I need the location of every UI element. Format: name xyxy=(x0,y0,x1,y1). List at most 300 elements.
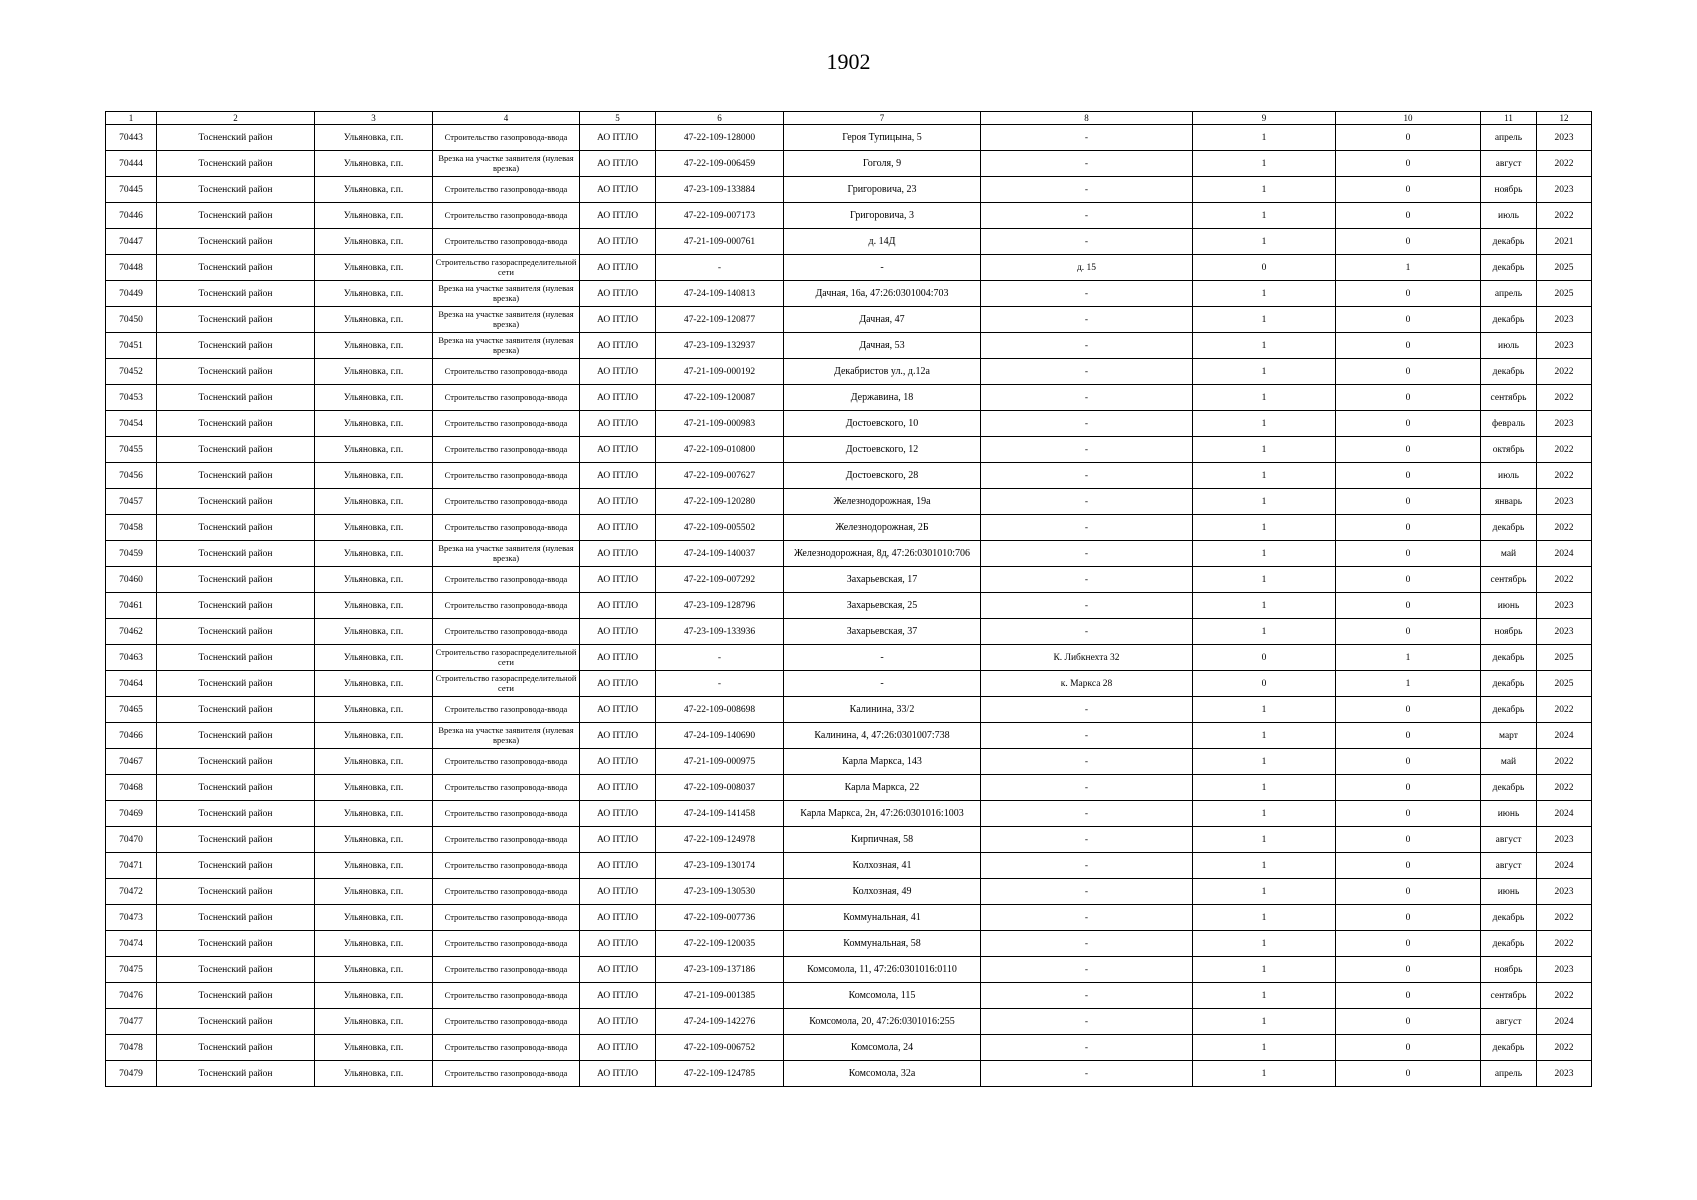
cell-month: декабрь xyxy=(1481,775,1537,801)
cell-month: июнь xyxy=(1481,593,1537,619)
cell-network-address: - xyxy=(981,333,1193,359)
cell-input-count: 1 xyxy=(1193,229,1336,255)
cell-record-id: 70465 xyxy=(106,697,157,723)
cell-network-count: 0 xyxy=(1336,307,1481,333)
cell-year: 2023 xyxy=(1537,125,1592,151)
cell-work-type: Строительство газопровода-ввода xyxy=(433,879,580,905)
cell-month: декабрь xyxy=(1481,931,1537,957)
cell-network-address: - xyxy=(981,905,1193,931)
cell-month: декабрь xyxy=(1481,697,1537,723)
cell-organization: АО ПТЛО xyxy=(580,177,656,203)
cell-application-number: 47-22-109-120877 xyxy=(656,307,784,333)
cell-application-number: 47-21-109-000192 xyxy=(656,359,784,385)
cell-month: ноябрь xyxy=(1481,177,1537,203)
table-row xyxy=(106,905,1592,931)
cell-settlement: Ульяновка, г.п. xyxy=(315,359,433,385)
cell-year: 2021 xyxy=(1537,229,1592,255)
cell-settlement: Ульяновка, г.п. xyxy=(315,957,433,983)
cell-address: Комсомола, 24 xyxy=(784,1035,981,1061)
cell-record-id: 70445 xyxy=(106,177,157,203)
cell-district: Тосненский район xyxy=(157,983,315,1009)
cell-network-address: - xyxy=(981,359,1193,385)
cell-address: Калинина, 33/2 xyxy=(784,697,981,723)
cell-network-address: - xyxy=(981,1035,1193,1061)
cell-year: 2022 xyxy=(1537,567,1592,593)
cell-input-count: 0 xyxy=(1193,671,1336,697)
cell-work-type: Строительство газопровода-ввода xyxy=(433,567,580,593)
cell-year: 2022 xyxy=(1537,905,1592,931)
cell-network-count: 0 xyxy=(1336,567,1481,593)
cell-year: 2024 xyxy=(1537,801,1592,827)
column-header-5: 5 xyxy=(580,112,656,125)
cell-work-type: Строительство газопровода-ввода xyxy=(433,463,580,489)
cell-district: Тосненский район xyxy=(157,1009,315,1035)
cell-organization: АО ПТЛО xyxy=(580,203,656,229)
cell-work-type: Врезка на участке заявителя (нулевая врезка) xyxy=(433,307,580,333)
cell-network-count: 0 xyxy=(1336,983,1481,1009)
cell-settlement: Ульяновка, г.п. xyxy=(315,801,433,827)
cell-month: май xyxy=(1481,749,1537,775)
cell-network-address: - xyxy=(981,229,1193,255)
cell-record-id: 70470 xyxy=(106,827,157,853)
cell-network-count: 0 xyxy=(1336,541,1481,567)
cell-settlement: Ульяновка, г.п. xyxy=(315,723,433,749)
cell-record-id: 70451 xyxy=(106,333,157,359)
cell-month: июль xyxy=(1481,333,1537,359)
cell-organization: АО ПТЛО xyxy=(580,125,656,151)
cell-address: Достоевского, 28 xyxy=(784,463,981,489)
cell-application-number: 47-22-109-007736 xyxy=(656,905,784,931)
cell-work-type: Строительство газопровода-ввода xyxy=(433,203,580,229)
table-row xyxy=(106,1009,1592,1035)
cell-month: апрель xyxy=(1481,281,1537,307)
cell-application-number: - xyxy=(656,645,784,671)
cell-network-count: 0 xyxy=(1336,879,1481,905)
cell-input-count: 1 xyxy=(1193,125,1336,151)
cell-organization: АО ПТЛО xyxy=(580,1009,656,1035)
cell-district: Тосненский район xyxy=(157,567,315,593)
cell-organization: АО ПТЛО xyxy=(580,333,656,359)
cell-record-id: 70457 xyxy=(106,489,157,515)
cell-work-type: Строительство газопровода-ввода xyxy=(433,957,580,983)
cell-work-type: Строительство газопровода-ввода xyxy=(433,749,580,775)
cell-application-number: 47-22-109-128000 xyxy=(656,125,784,151)
cell-record-id: 70446 xyxy=(106,203,157,229)
cell-network-address: - xyxy=(981,541,1193,567)
cell-application-number: 47-22-109-007627 xyxy=(656,463,784,489)
cell-month: декабрь xyxy=(1481,307,1537,333)
cell-settlement: Ульяновка, г.п. xyxy=(315,177,433,203)
cell-application-number: 47-22-109-010800 xyxy=(656,437,784,463)
cell-settlement: Ульяновка, г.п. xyxy=(315,775,433,801)
cell-district: Тосненский район xyxy=(157,359,315,385)
cell-network-address: К. Либкнехта 32 xyxy=(981,645,1193,671)
cell-year: 2022 xyxy=(1537,437,1592,463)
cell-network-count: 1 xyxy=(1336,255,1481,281)
cell-network-address: - xyxy=(981,931,1193,957)
cell-network-address: - xyxy=(981,723,1193,749)
cell-organization: АО ПТЛО xyxy=(580,983,656,1009)
table-row xyxy=(106,177,1592,203)
cell-input-count: 1 xyxy=(1193,697,1336,723)
cell-input-count: 1 xyxy=(1193,723,1336,749)
table-row xyxy=(106,931,1592,957)
cell-district: Тосненский район xyxy=(157,125,315,151)
cell-organization: АО ПТЛО xyxy=(580,619,656,645)
cell-organization: АО ПТЛО xyxy=(580,931,656,957)
column-header-6: 6 xyxy=(656,112,784,125)
cell-district: Тосненский район xyxy=(157,957,315,983)
cell-input-count: 1 xyxy=(1193,281,1336,307)
cell-year: 2022 xyxy=(1537,775,1592,801)
cell-organization: АО ПТЛО xyxy=(580,515,656,541)
cell-record-id: 70458 xyxy=(106,515,157,541)
cell-district: Тосненский район xyxy=(157,151,315,177)
cell-network-address: - xyxy=(981,827,1193,853)
cell-network-count: 0 xyxy=(1336,1061,1481,1087)
table-row xyxy=(106,619,1592,645)
cell-work-type: Врезка на участке заявителя (нулевая врезка) xyxy=(433,333,580,359)
cell-settlement: Ульяновка, г.п. xyxy=(315,125,433,151)
cell-input-count: 1 xyxy=(1193,1009,1336,1035)
table-row xyxy=(106,385,1592,411)
cell-input-count: 1 xyxy=(1193,827,1336,853)
cell-district: Тосненский район xyxy=(157,281,315,307)
cell-work-type: Строительство газопровода-ввода xyxy=(433,411,580,437)
cell-settlement: Ульяновка, г.п. xyxy=(315,1009,433,1035)
cell-input-count: 1 xyxy=(1193,385,1336,411)
cell-record-id: 70469 xyxy=(106,801,157,827)
table-row xyxy=(106,775,1592,801)
cell-record-id: 70466 xyxy=(106,723,157,749)
cell-input-count: 1 xyxy=(1193,619,1336,645)
cell-network-count: 0 xyxy=(1336,931,1481,957)
cell-month: декабрь xyxy=(1481,905,1537,931)
cell-work-type: Строительство газораспределительной сети xyxy=(433,645,580,671)
cell-application-number: 47-24-109-142276 xyxy=(656,1009,784,1035)
table-row xyxy=(106,359,1592,385)
cell-application-number: 47-22-109-008698 xyxy=(656,697,784,723)
cell-year: 2022 xyxy=(1537,749,1592,775)
cell-month: февраль xyxy=(1481,411,1537,437)
cell-record-id: 70478 xyxy=(106,1035,157,1061)
cell-month: июнь xyxy=(1481,801,1537,827)
cell-network-count: 0 xyxy=(1336,411,1481,437)
cell-organization: АО ПТЛО xyxy=(580,463,656,489)
cell-work-type: Строительство газопровода-ввода xyxy=(433,905,580,931)
cell-district: Тосненский район xyxy=(157,671,315,697)
cell-district: Тосненский район xyxy=(157,827,315,853)
cell-settlement: Ульяновка, г.п. xyxy=(315,1061,433,1087)
cell-input-count: 1 xyxy=(1193,879,1336,905)
cell-network-address: - xyxy=(981,983,1193,1009)
cell-work-type: Строительство газораспределительной сети xyxy=(433,255,580,281)
column-header-7: 7 xyxy=(784,112,981,125)
cell-organization: АО ПТЛО xyxy=(580,697,656,723)
cell-input-count: 1 xyxy=(1193,905,1336,931)
cell-month: август xyxy=(1481,1009,1537,1035)
cell-network-count: 0 xyxy=(1336,749,1481,775)
cell-year: 2022 xyxy=(1537,1035,1592,1061)
cell-month: сентябрь xyxy=(1481,567,1537,593)
cell-month: сентябрь xyxy=(1481,385,1537,411)
cell-network-address: - xyxy=(981,411,1193,437)
cell-settlement: Ульяновка, г.п. xyxy=(315,593,433,619)
table-row xyxy=(106,645,1592,671)
cell-application-number: 47-23-109-132937 xyxy=(656,333,784,359)
cell-network-address: - xyxy=(981,177,1193,203)
table-row xyxy=(106,203,1592,229)
cell-application-number: 47-23-109-133936 xyxy=(656,619,784,645)
cell-organization: АО ПТЛО xyxy=(580,593,656,619)
table-row xyxy=(106,541,1592,567)
cell-network-address: - xyxy=(981,437,1193,463)
cell-network-address: - xyxy=(981,879,1193,905)
cell-organization: АО ПТЛО xyxy=(580,229,656,255)
cell-address: Декабристов ул., д.12а xyxy=(784,359,981,385)
cell-settlement: Ульяновка, г.п. xyxy=(315,1035,433,1061)
cell-month: март xyxy=(1481,723,1537,749)
cell-address: Достоевского, 12 xyxy=(784,437,981,463)
cell-record-id: 70476 xyxy=(106,983,157,1009)
table-row xyxy=(106,879,1592,905)
table-row xyxy=(106,255,1592,281)
cell-district: Тосненский район xyxy=(157,541,315,567)
cell-district: Тосненский район xyxy=(157,749,315,775)
cell-address: д. 14Д xyxy=(784,229,981,255)
cell-district: Тосненский район xyxy=(157,619,315,645)
cell-organization: АО ПТЛО xyxy=(580,151,656,177)
cell-network-count: 0 xyxy=(1336,905,1481,931)
cell-organization: АО ПТЛО xyxy=(580,359,656,385)
cell-district: Тосненский район xyxy=(157,437,315,463)
cell-settlement: Ульяновка, г.п. xyxy=(315,931,433,957)
cell-settlement: Ульяновка, г.п. xyxy=(315,827,433,853)
cell-address: Захарьевская, 17 xyxy=(784,567,981,593)
table-row xyxy=(106,827,1592,853)
table-row xyxy=(106,853,1592,879)
cell-network-address: - xyxy=(981,697,1193,723)
cell-work-type: Строительство газопровода-ввода xyxy=(433,1035,580,1061)
cell-year: 2023 xyxy=(1537,177,1592,203)
cell-settlement: Ульяновка, г.п. xyxy=(315,905,433,931)
cell-input-count: 1 xyxy=(1193,359,1336,385)
cell-district: Тосненский район xyxy=(157,385,315,411)
cell-year: 2022 xyxy=(1537,515,1592,541)
cell-input-count: 0 xyxy=(1193,255,1336,281)
cell-district: Тосненский район xyxy=(157,801,315,827)
cell-organization: АО ПТЛО xyxy=(580,645,656,671)
cell-address: Дачная, 16а, 47:26:0301004:703 xyxy=(784,281,981,307)
cell-month: декабрь xyxy=(1481,229,1537,255)
cell-address: Комсомола, 115 xyxy=(784,983,981,1009)
cell-input-count: 1 xyxy=(1193,177,1336,203)
cell-organization: АО ПТЛО xyxy=(580,385,656,411)
cell-application-number: - xyxy=(656,255,784,281)
cell-organization: АО ПТЛО xyxy=(580,827,656,853)
column-header-12: 12 xyxy=(1537,112,1592,125)
table-row xyxy=(106,307,1592,333)
cell-settlement: Ульяновка, г.п. xyxy=(315,255,433,281)
cell-settlement: Ульяновка, г.п. xyxy=(315,515,433,541)
cell-address: Захарьевская, 25 xyxy=(784,593,981,619)
cell-year: 2022 xyxy=(1537,359,1592,385)
cell-address: - xyxy=(784,645,981,671)
cell-application-number: - xyxy=(656,671,784,697)
cell-month: май xyxy=(1481,541,1537,567)
cell-network-count: 0 xyxy=(1336,1035,1481,1061)
cell-district: Тосненский район xyxy=(157,593,315,619)
cell-record-id: 70447 xyxy=(106,229,157,255)
cell-record-id: 70462 xyxy=(106,619,157,645)
cell-organization: АО ПТЛО xyxy=(580,801,656,827)
table-row xyxy=(106,749,1592,775)
table-row xyxy=(106,593,1592,619)
table-row xyxy=(106,1035,1592,1061)
cell-application-number: 47-21-109-001385 xyxy=(656,983,784,1009)
cell-work-type: Строительство газопровода-ввода xyxy=(433,489,580,515)
cell-input-count: 1 xyxy=(1193,931,1336,957)
cell-month: август xyxy=(1481,827,1537,853)
cell-input-count: 1 xyxy=(1193,801,1336,827)
cell-work-type: Врезка на участке заявителя (нулевая врезка) xyxy=(433,541,580,567)
cell-input-count: 1 xyxy=(1193,957,1336,983)
cell-record-id: 70464 xyxy=(106,671,157,697)
cell-year: 2023 xyxy=(1537,619,1592,645)
cell-input-count: 1 xyxy=(1193,1061,1336,1087)
cell-input-count: 1 xyxy=(1193,749,1336,775)
cell-work-type: Строительство газопровода-ввода xyxy=(433,125,580,151)
cell-application-number: 47-22-109-006459 xyxy=(656,151,784,177)
cell-input-count: 1 xyxy=(1193,151,1336,177)
cell-record-id: 70460 xyxy=(106,567,157,593)
cell-network-count: 0 xyxy=(1336,229,1481,255)
cell-network-count: 0 xyxy=(1336,697,1481,723)
cell-district: Тосненский район xyxy=(157,411,315,437)
cell-settlement: Ульяновка, г.п. xyxy=(315,853,433,879)
cell-input-count: 1 xyxy=(1193,541,1336,567)
cell-application-number: 47-23-109-128796 xyxy=(656,593,784,619)
cell-address: Захарьевская, 37 xyxy=(784,619,981,645)
cell-organization: АО ПТЛО xyxy=(580,307,656,333)
cell-settlement: Ульяновка, г.п. xyxy=(315,749,433,775)
cell-record-id: 70475 xyxy=(106,957,157,983)
cell-network-count: 0 xyxy=(1336,853,1481,879)
cell-record-id: 70444 xyxy=(106,151,157,177)
cell-application-number: 47-24-109-140037 xyxy=(656,541,784,567)
table-row xyxy=(106,671,1592,697)
column-header-10: 10 xyxy=(1336,112,1481,125)
cell-work-type: Строительство газопровода-ввода xyxy=(433,593,580,619)
cell-settlement: Ульяновка, г.п. xyxy=(315,879,433,905)
cell-work-type: Врезка на участке заявителя (нулевая врезка) xyxy=(433,151,580,177)
cell-work-type: Строительство газопровода-ввода xyxy=(433,931,580,957)
cell-application-number: 47-23-109-133884 xyxy=(656,177,784,203)
cell-record-id: 70468 xyxy=(106,775,157,801)
table-row xyxy=(106,229,1592,255)
cell-district: Тосненский район xyxy=(157,333,315,359)
cell-district: Тосненский район xyxy=(157,931,315,957)
cell-network-address: - xyxy=(981,801,1193,827)
cell-network-address: - xyxy=(981,749,1193,775)
cell-organization: АО ПТЛО xyxy=(580,437,656,463)
cell-settlement: Ульяновка, г.п. xyxy=(315,385,433,411)
cell-network-count: 0 xyxy=(1336,385,1481,411)
table-row xyxy=(106,697,1592,723)
cell-network-count: 0 xyxy=(1336,203,1481,229)
cell-address: Карла Маркса, 2н, 47:26:0301016:1003 xyxy=(784,801,981,827)
cell-year: 2023 xyxy=(1537,489,1592,515)
cell-address: Комсомола, 11, 47:26:0301016:0110 xyxy=(784,957,981,983)
column-header-9: 9 xyxy=(1193,112,1336,125)
cell-network-count: 0 xyxy=(1336,827,1481,853)
cell-year: 2025 xyxy=(1537,255,1592,281)
cell-district: Тосненский район xyxy=(157,203,315,229)
cell-network-address: - xyxy=(981,593,1193,619)
cell-application-number: 47-22-109-124978 xyxy=(656,827,784,853)
cell-application-number: 47-23-109-130530 xyxy=(656,879,784,905)
cell-input-count: 1 xyxy=(1193,1035,1336,1061)
cell-network-address: - xyxy=(981,151,1193,177)
cell-district: Тосненский район xyxy=(157,307,315,333)
cell-settlement: Ульяновка, г.п. xyxy=(315,619,433,645)
cell-record-id: 70479 xyxy=(106,1061,157,1087)
cell-application-number: 47-22-109-120087 xyxy=(656,385,784,411)
cell-year: 2022 xyxy=(1537,931,1592,957)
cell-input-count: 1 xyxy=(1193,411,1336,437)
cell-record-id: 70448 xyxy=(106,255,157,281)
cell-work-type: Строительство газопровода-ввода xyxy=(433,697,580,723)
cell-network-count: 0 xyxy=(1336,619,1481,645)
cell-network-count: 0 xyxy=(1336,489,1481,515)
cell-network-address: - xyxy=(981,567,1193,593)
cell-input-count: 1 xyxy=(1193,853,1336,879)
cell-month: сентябрь xyxy=(1481,983,1537,1009)
cell-address: Коммунальная, 58 xyxy=(784,931,981,957)
cell-input-count: 1 xyxy=(1193,437,1336,463)
table-row xyxy=(106,723,1592,749)
cell-network-address: - xyxy=(981,203,1193,229)
cell-settlement: Ульяновка, г.п. xyxy=(315,333,433,359)
cell-settlement: Ульяновка, г.п. xyxy=(315,671,433,697)
cell-settlement: Ульяновка, г.п. xyxy=(315,489,433,515)
cell-district: Тосненский район xyxy=(157,255,315,281)
cell-work-type: Строительство газопровода-ввода xyxy=(433,983,580,1009)
cell-network-address: - xyxy=(981,1061,1193,1087)
cell-work-type: Строительство газопровода-ввода xyxy=(433,1061,580,1087)
cell-month: ноябрь xyxy=(1481,957,1537,983)
cell-network-count: 0 xyxy=(1336,177,1481,203)
cell-district: Тосненский район xyxy=(157,905,315,931)
cell-record-id: 70450 xyxy=(106,307,157,333)
cell-settlement: Ульяновка, г.п. xyxy=(315,411,433,437)
cell-application-number: 47-21-109-000761 xyxy=(656,229,784,255)
cell-organization: АО ПТЛО xyxy=(580,905,656,931)
cell-address: Дачная, 47 xyxy=(784,307,981,333)
table-row xyxy=(106,957,1592,983)
cell-work-type: Строительство газопровода-ввода xyxy=(433,515,580,541)
cell-year: 2024 xyxy=(1537,1009,1592,1035)
cell-input-count: 1 xyxy=(1193,333,1336,359)
cell-work-type: Строительство газопровода-ввода xyxy=(433,359,580,385)
cell-network-address: - xyxy=(981,307,1193,333)
cell-year: 2025 xyxy=(1537,281,1592,307)
cell-application-number: 47-24-109-140813 xyxy=(656,281,784,307)
cell-network-address: - xyxy=(981,385,1193,411)
cell-work-type: Строительство газопровода-ввода xyxy=(433,1009,580,1035)
table-row xyxy=(106,151,1592,177)
cell-address: Железнодорожная, 19а xyxy=(784,489,981,515)
